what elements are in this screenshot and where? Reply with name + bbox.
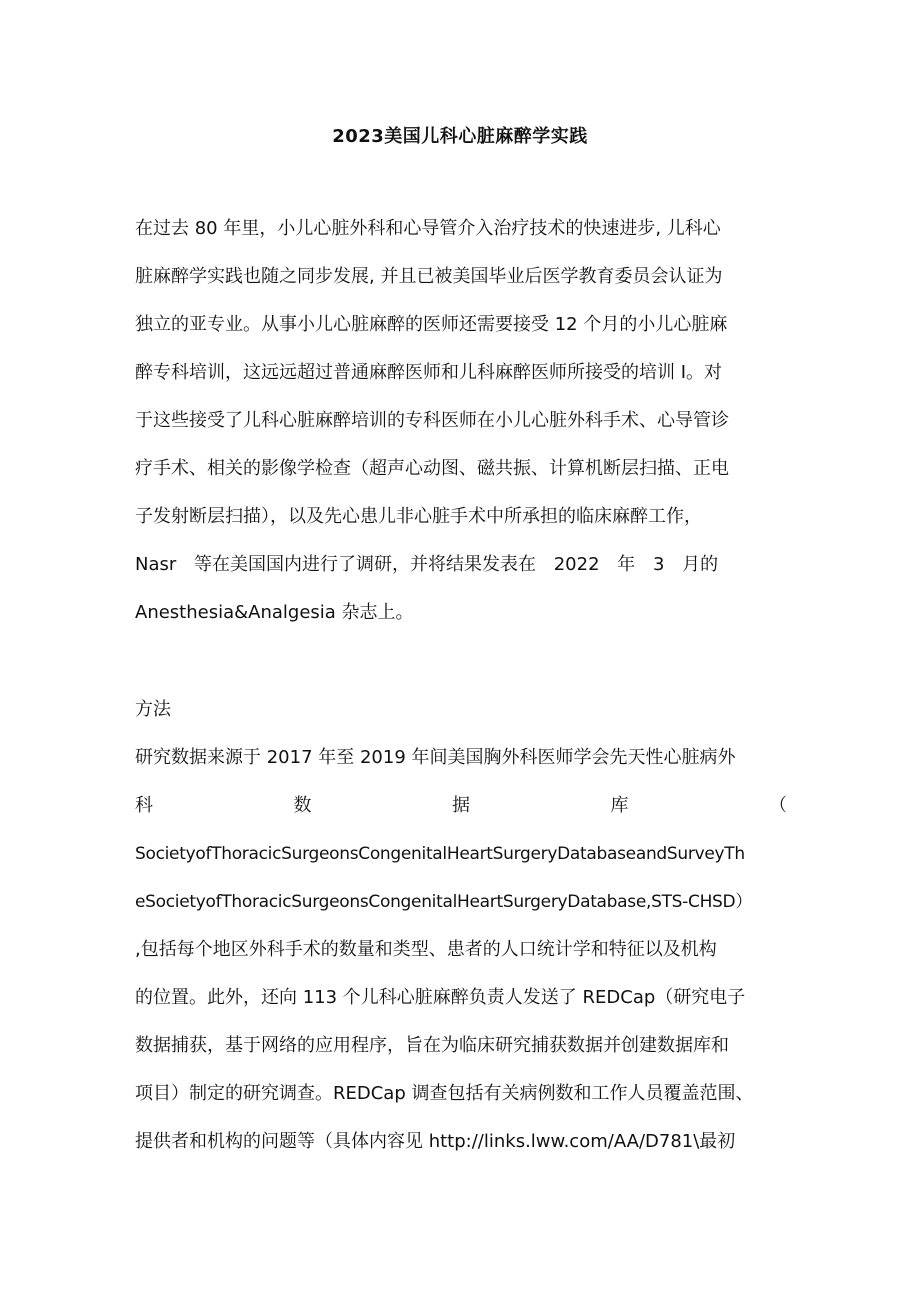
document-title: 2023美国儿科心脏麻醉学实践 (332, 126, 588, 147)
text-line: 于这些接受了儿科心脏麻醉培训的专科医师在小儿心脏外科手术、心导管诊 (135, 410, 729, 431)
text-line: 独立的亚专业。从事小儿心脏麻醉的医师还需要接受 12 个月的小儿心脏麻 (135, 314, 728, 335)
intro-paragraph (135, 205, 787, 637)
text-line-spread (135, 782, 787, 830)
text-line: 研究数据来源于 2017 年至 2019 年间美国胸外科医师学会先天性心脏病外 (135, 747, 736, 768)
spread-word: （ (769, 795, 787, 816)
text-line: 数据捕获，基于网络的应用程序，旨在为临床研究捕获数据并创建数据库和 (135, 1035, 729, 1056)
text-line: 提供者和机构的问题等（具体内容见 http://links.lww.com/AA/D781\最初 (135, 1131, 736, 1152)
text-line: Nasr 等在美国国内进行了调研，并将结果发表在 2022 年 3 月的 (135, 554, 719, 575)
text-line: Anesthesia&Analgesia 杂志上。 (135, 602, 414, 623)
spread-word: 科 (135, 795, 153, 816)
text-line: 在过去 80 年里，小儿心脏外科和心导管介入治疗技术的快速进步, 儿科心 (135, 218, 721, 239)
methods-heading: 方法 (135, 699, 171, 720)
text-line: 项目）制定的研究调查。REDCap 调查包括有关病例数和工作人员覆盖范围、 (135, 1083, 754, 1104)
text-line: eSocietyofThoracicSurgeonsCongenitalHeartSurgeryDatabase,STS-CHSD） (135, 892, 753, 912)
methods-paragraph (135, 734, 787, 1166)
spread-word: 库 (610, 795, 629, 816)
text-line: ,包括每个地区外科手术的数量和类型、患者的人口统计学和特征以及机构 (135, 939, 717, 960)
text-line: 疗手术、相关的影像学检查（超声心动图、磁共振、计算机断层扫描、正电 (135, 458, 729, 479)
text-line: 子发射断层扫描），以及先心患儿非心脏手术中所承担的临床麻醉工作， (135, 506, 702, 527)
text-line: 脏麻醉学实践也随之同步发展, 并且已被美国毕业后医学教育委员会认证为 (135, 266, 723, 287)
text-line: 醉专科培训，这远远超过普通麻醉医师和儿科麻醉医师所接受的培训 I。对 (135, 362, 723, 383)
text-line: 的位置。此外，还向 113 个儿科心脏麻醉负责人发送了 REDCap（研究电子 (135, 987, 746, 1008)
spread-word: 据 (452, 795, 470, 816)
text-line: SocietyofThoracicSurgeonsCongenitalHeartSurgeryDatabaseandSurveyTh (135, 844, 745, 864)
spread-word: 数 (293, 795, 312, 816)
